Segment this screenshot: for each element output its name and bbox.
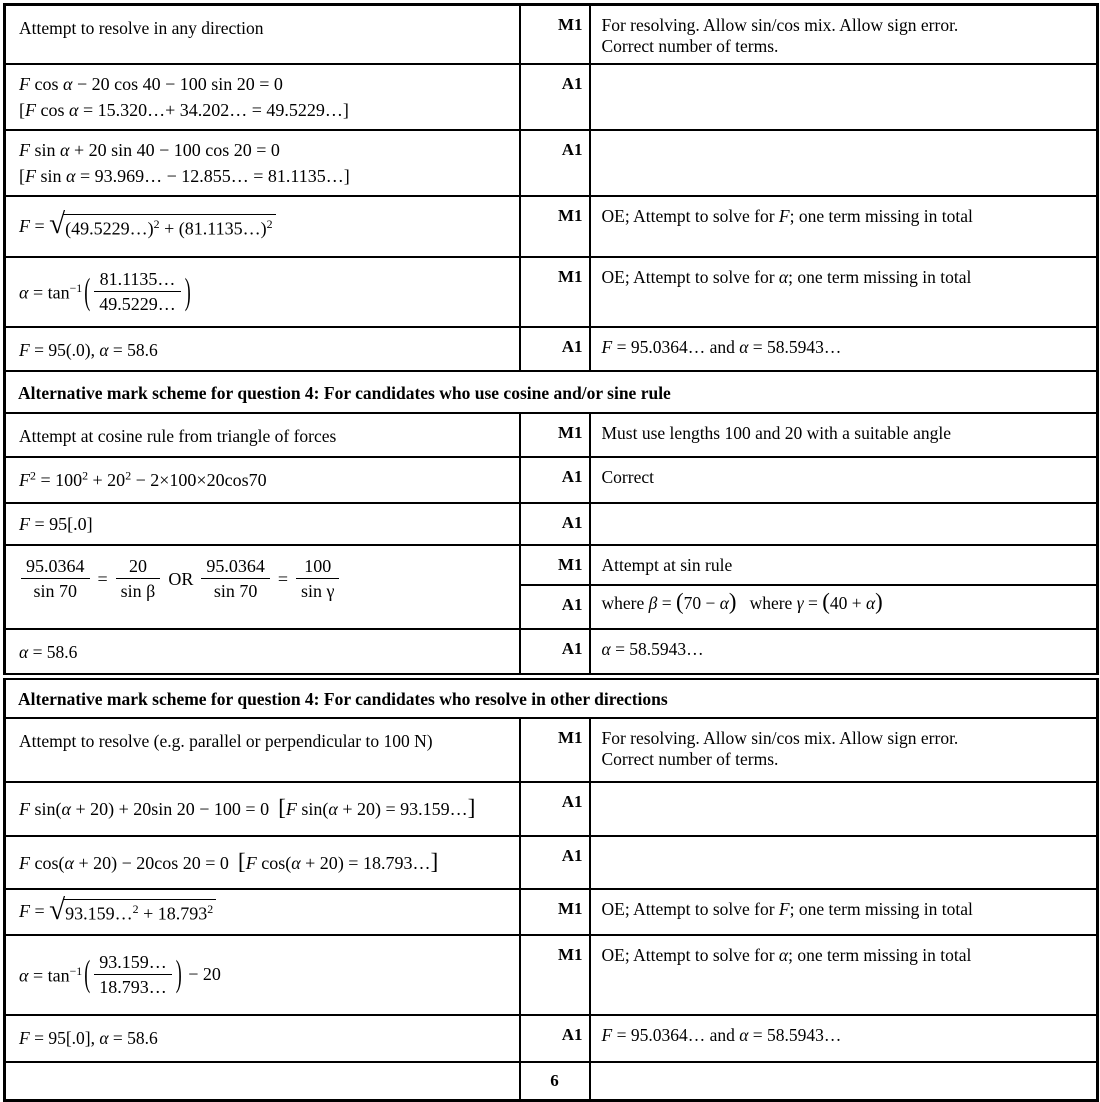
mark-cell: A1 <box>520 629 590 677</box>
text-segment: = 95[.0], <box>29 1028 100 1049</box>
text-segment: sin <box>36 166 67 187</box>
equation-line <box>19 467 511 493</box>
text-segment: = 95.0364… and <box>612 337 740 358</box>
text-segment: ) − 20cos 20 = 0 <box>111 852 238 873</box>
numerator: 20 <box>116 556 161 580</box>
equation-line <box>19 269 511 316</box>
text-segment: F <box>245 852 257 873</box>
text-segment: Must use lengths 100 and 20 with a suitable angle <box>601 423 951 444</box>
numerator: 81.1135… <box>94 269 181 293</box>
total-marks-cell: 6 <box>520 1062 590 1100</box>
text-segment: = 100 <box>35 469 83 490</box>
comment-line: For resolving. Allow sin/cos mix. Allow sign error. <box>601 15 959 35</box>
text-segment: + (81.1135…) <box>159 218 267 239</box>
text-segment: = <box>803 593 823 614</box>
mark-cell: A1 <box>520 327 590 371</box>
sqrt-sign: √ <box>49 893 66 926</box>
text-segment: = 58.5943… <box>748 337 842 358</box>
text-segment: ) = 18.793… <box>337 852 431 873</box>
text-segment: ] <box>467 795 476 822</box>
text-segment: 2 <box>125 468 132 483</box>
answer-text <box>19 640 511 665</box>
fraction <box>201 556 270 603</box>
text-segment: + 20 <box>70 799 109 820</box>
text-segment: cos <box>36 100 69 121</box>
or-text: OR <box>168 568 194 589</box>
text-segment: OE; Attempt to solve for <box>601 899 779 920</box>
text-segment: α <box>19 282 29 303</box>
text-segment: α <box>291 852 301 873</box>
comment-cell <box>590 64 1098 130</box>
text-segment: OE; Attempt to solve for <box>601 945 779 966</box>
answer-text <box>19 338 511 363</box>
text-segment: = 15.320…+ 34.202… = 49.5229…] <box>78 100 349 121</box>
equation-line <box>19 163 511 189</box>
mark-cell: A1 <box>520 457 590 503</box>
numerator: 95.0364 <box>21 556 90 580</box>
text-segment: 2 <box>132 902 139 917</box>
text-segment: 2 <box>82 468 89 483</box>
text-segment: α <box>66 166 76 187</box>
comment-cell <box>590 413 1098 456</box>
text-segment: = 95(.0), <box>29 340 100 361</box>
answer-cell <box>5 5 520 65</box>
text-segment: = 58.6 <box>108 1028 158 1049</box>
text-segment: + 20 <box>300 852 338 873</box>
fraction <box>296 556 339 603</box>
text-segment: + 18.793 <box>138 903 208 924</box>
comment-cell <box>590 457 1098 503</box>
text-segment: = 95[.0] <box>30 513 93 534</box>
text-segment: F <box>19 901 30 922</box>
text-segment: − 2×100×20cos70 <box>131 469 267 490</box>
text-segment: = <box>657 593 676 614</box>
text-segment: = 58.5943… <box>748 1025 842 1046</box>
text-segment: 70 − <box>683 593 720 614</box>
left-paren: ( <box>84 270 91 312</box>
text-segment: ; one term missing in total <box>789 206 973 227</box>
text-segment: = tan <box>28 965 70 986</box>
section-header-other-directions: Alternative mark scheme for question 4: For candidates who resolve in other directions <box>5 677 1098 719</box>
section-header-cosine-sine-rule: Alternative mark scheme for question 4: For candidates who use cosine and/or sine rule <box>5 371 1098 413</box>
comment-line <box>602 639 1089 660</box>
numerator: 95.0364 <box>201 556 270 580</box>
text-segment: α <box>99 340 109 361</box>
text-segment: = 93.969… − 12.855… = 81.1135…] <box>75 166 350 187</box>
equation-line <box>19 952 511 999</box>
answer-text <box>19 16 511 41</box>
text-segment: cos <box>30 74 63 94</box>
answer-cell <box>5 130 520 196</box>
text-segment: where <box>601 593 649 614</box>
text-segment: α <box>739 337 749 358</box>
answer-cell <box>5 718 520 782</box>
mark-cell: M1 <box>520 196 590 257</box>
mark-cell: A1 <box>520 64 590 130</box>
text-segment: F <box>19 140 30 161</box>
comment-line <box>602 423 1089 444</box>
answer-cell <box>5 64 520 130</box>
denominator: sin 70 <box>213 581 258 602</box>
text-segment: α <box>739 1025 749 1046</box>
answer-cell <box>5 629 520 677</box>
mark-cell: M1 <box>520 889 590 935</box>
text-segment: α <box>61 799 71 820</box>
comment-cell <box>590 327 1098 371</box>
fraction <box>21 556 90 603</box>
text-segment: α <box>60 140 70 161</box>
mark-scheme-table <box>3 3 1099 1102</box>
comment-line <box>602 337 1089 358</box>
comment-line: For resolving. Allow sin/cos mix. Allow sign error. <box>601 728 959 749</box>
mark-cell: M1 <box>520 718 590 782</box>
answer-cell <box>5 782 520 836</box>
denominator: sin 70 <box>33 581 77 602</box>
text-segment: α <box>865 593 876 614</box>
comment-line <box>602 945 1089 966</box>
text-segment: + 20 sin 40 − 100 cos 20 = 0 <box>69 140 280 161</box>
text-segment: + 20 <box>88 469 126 490</box>
numerator: 100 <box>296 556 339 580</box>
comment-line <box>602 555 1089 576</box>
answer-cell <box>5 457 520 503</box>
mark-scheme-page <box>0 3 1100 1094</box>
text-segment: [ <box>237 848 246 875</box>
mark-cell: M1 <box>520 413 590 456</box>
text-segment: α <box>601 638 611 659</box>
text-segment: = 95.0364… and <box>612 1025 740 1046</box>
radicand <box>63 214 275 240</box>
text-segment: F <box>778 899 790 920</box>
equation-line <box>19 556 511 603</box>
answer-cell <box>5 413 520 456</box>
comment-line <box>602 267 1089 288</box>
answer-text <box>19 424 511 449</box>
answer-cell <box>5 257 520 327</box>
comment-cell <box>590 257 1098 327</box>
equation-prefix <box>19 901 49 923</box>
text-segment: = tan <box>28 282 70 303</box>
answer-cell <box>5 545 520 629</box>
text-segment: α <box>719 593 729 614</box>
mark-cell: A1 <box>520 1015 590 1062</box>
equation-suffix <box>184 964 221 986</box>
text-segment: α <box>63 74 73 94</box>
text-segment: 2 <box>207 902 214 917</box>
equals-sign: = <box>97 568 108 589</box>
text-segment: Attempt to resolve (e.g. parallel or perpendicular to 100 N) <box>19 731 433 752</box>
text-segment: F <box>19 216 30 237</box>
text-segment: Attempt at cosine rule from triangle of forces <box>19 426 337 447</box>
equation-line <box>19 893 511 926</box>
text-segment: F <box>19 799 30 820</box>
answer-cell <box>5 503 520 545</box>
text-segment: ( <box>822 589 830 615</box>
comment-line: Correct number of terms. <box>601 749 779 770</box>
text-segment: α <box>64 852 74 873</box>
text-segment: [ <box>278 795 286 822</box>
comment-line <box>602 467 1089 488</box>
fraction <box>94 269 181 316</box>
text-segment: sin( <box>30 799 62 820</box>
mark-cell: M1 <box>520 5 590 65</box>
denominator: sin γ <box>301 581 335 602</box>
comment-line <box>602 899 1089 920</box>
text-segment: + 20 <box>337 799 375 820</box>
text-segment: F <box>778 206 790 227</box>
equation-line <box>19 97 511 123</box>
text-segment: sin <box>30 140 61 161</box>
text-segment: ; one term missing in total <box>788 267 972 288</box>
equation-line <box>19 71 511 97</box>
text-segment: ( <box>675 589 684 615</box>
text-segment: α <box>69 100 79 121</box>
equation-prefix <box>19 281 82 304</box>
answer-cell <box>5 836 520 889</box>
text-segment: β <box>648 593 658 614</box>
right-paren: ) <box>175 953 182 995</box>
answer-text <box>19 729 511 754</box>
fraction <box>94 952 172 999</box>
text-segment: 93.159… <box>65 903 133 924</box>
comment-cell <box>590 1015 1098 1062</box>
text-segment: ) = 93.159… <box>374 799 468 820</box>
numerator: 93.159… <box>94 952 172 976</box>
equation-prefix <box>19 216 49 238</box>
mark-cell: M1 <box>520 935 590 1015</box>
radicand <box>63 899 216 925</box>
comment-cell <box>590 629 1098 677</box>
answer-cell <box>5 1015 520 1062</box>
text-segment: F <box>601 1025 613 1046</box>
text-segment: = 58.6 <box>108 340 158 361</box>
text-segment: ; one term missing in total <box>788 945 972 966</box>
text-segment: α <box>99 1028 109 1049</box>
mark-cell: A1 <box>520 836 590 889</box>
answer-cell <box>5 935 520 1015</box>
text-segment: α <box>778 945 789 966</box>
denominator: 49.5229… <box>99 294 176 315</box>
comment-cell <box>590 718 1098 782</box>
text-segment: F <box>19 852 30 873</box>
text-segment: −1 <box>69 963 83 978</box>
text-segment: F <box>25 100 36 121</box>
answer-text <box>19 1026 511 1051</box>
comment-cell <box>590 545 1098 585</box>
comment-cell <box>590 503 1098 545</box>
text-segment: F <box>19 469 30 490</box>
text-segment: where <box>736 593 797 614</box>
mark-cell: M1 <box>520 545 590 585</box>
equation-line <box>19 511 511 537</box>
equation-line <box>19 796 511 822</box>
text-segment: α <box>19 965 29 986</box>
comment-cell <box>590 196 1098 257</box>
equation-line <box>19 850 511 876</box>
text-segment: α <box>19 641 29 662</box>
left-paren: ( <box>84 953 91 995</box>
text-segment: 40 + <box>829 593 866 614</box>
text-segment: − 20 <box>183 964 221 985</box>
comment-cell <box>590 836 1098 889</box>
fraction <box>116 556 161 603</box>
mark-cell: A1 <box>520 503 590 545</box>
text-segment: −1 <box>69 280 83 295</box>
comment-line <box>601 589 1089 615</box>
text-segment: OE; Attempt to solve for <box>601 267 779 288</box>
text-segment: F <box>19 74 30 94</box>
comment-cell <box>590 1062 1098 1100</box>
mark-cell: A1 <box>520 782 590 836</box>
text-segment: 2 <box>30 468 36 483</box>
text-segment: γ <box>796 593 804 614</box>
equation-line <box>19 208 511 241</box>
text-segment: = 58.6 <box>28 641 78 662</box>
mark-cell: M1 <box>520 257 590 327</box>
equation-prefix <box>19 964 82 987</box>
mark-cell: A1 <box>520 585 590 629</box>
text-segment: + 20 <box>73 852 112 873</box>
comment-line <box>602 206 1089 227</box>
text-segment: (49.5229…) <box>65 218 154 239</box>
answer-cell <box>5 327 520 371</box>
text-segment: F <box>19 1028 30 1049</box>
text-segment: F <box>285 799 297 820</box>
sqrt-sign: √ <box>49 208 66 241</box>
comment-line <box>602 1025 1089 1046</box>
text-segment: F <box>601 337 613 358</box>
text-segment: Attempt at sin rule <box>601 554 733 575</box>
text-segment: Correct <box>601 466 654 487</box>
right-paren: ) <box>184 270 191 312</box>
denominator: sin β <box>120 581 156 602</box>
comment-cell <box>590 130 1098 196</box>
text-segment: sin( <box>296 799 329 820</box>
text-segment: − 20 cos 40 − 100 sin 20 = 0 <box>72 74 283 94</box>
text-segment: ; one term missing in total <box>789 899 973 920</box>
text-segment: = <box>30 216 50 237</box>
text-segment: F <box>19 513 30 534</box>
denominator: 18.793… <box>99 977 167 998</box>
text-segment: [ <box>19 100 25 121</box>
text-segment: OE; Attempt to solve for <box>601 206 779 227</box>
text-segment: cos( <box>30 852 65 873</box>
equation-line <box>19 137 511 163</box>
text-segment: cos( <box>256 852 292 873</box>
mark-cell: A1 <box>520 130 590 196</box>
text-segment: Attempt to resolve in any direction <box>19 18 264 38</box>
answer-cell <box>5 196 520 257</box>
text-segment: ] <box>430 848 439 875</box>
equals-sign: = <box>277 568 288 589</box>
text-segment: ) <box>728 589 737 615</box>
text-segment: 2 <box>266 216 273 231</box>
text-segment: ) <box>875 589 883 615</box>
text-segment: F <box>25 166 36 187</box>
text-segment: = 58.5943… <box>610 638 704 659</box>
text-segment: 2 <box>153 216 160 231</box>
text-segment: = <box>30 901 50 922</box>
text-segment: α <box>328 799 338 820</box>
answer-cell <box>5 1062 520 1100</box>
text-segment: α <box>778 267 789 288</box>
text-segment: ) + 20sin 20 − 100 = 0 <box>108 799 279 820</box>
text-segment: F <box>19 340 30 361</box>
comment-cell <box>590 889 1098 935</box>
comment-line: Correct number of terms. <box>601 36 779 56</box>
answer-cell <box>5 889 520 935</box>
text-segment: [ <box>19 166 25 187</box>
comment-cell <box>590 585 1098 629</box>
comment-cell <box>590 782 1098 836</box>
comment-cell <box>590 935 1098 1015</box>
comment-cell <box>590 5 1098 65</box>
